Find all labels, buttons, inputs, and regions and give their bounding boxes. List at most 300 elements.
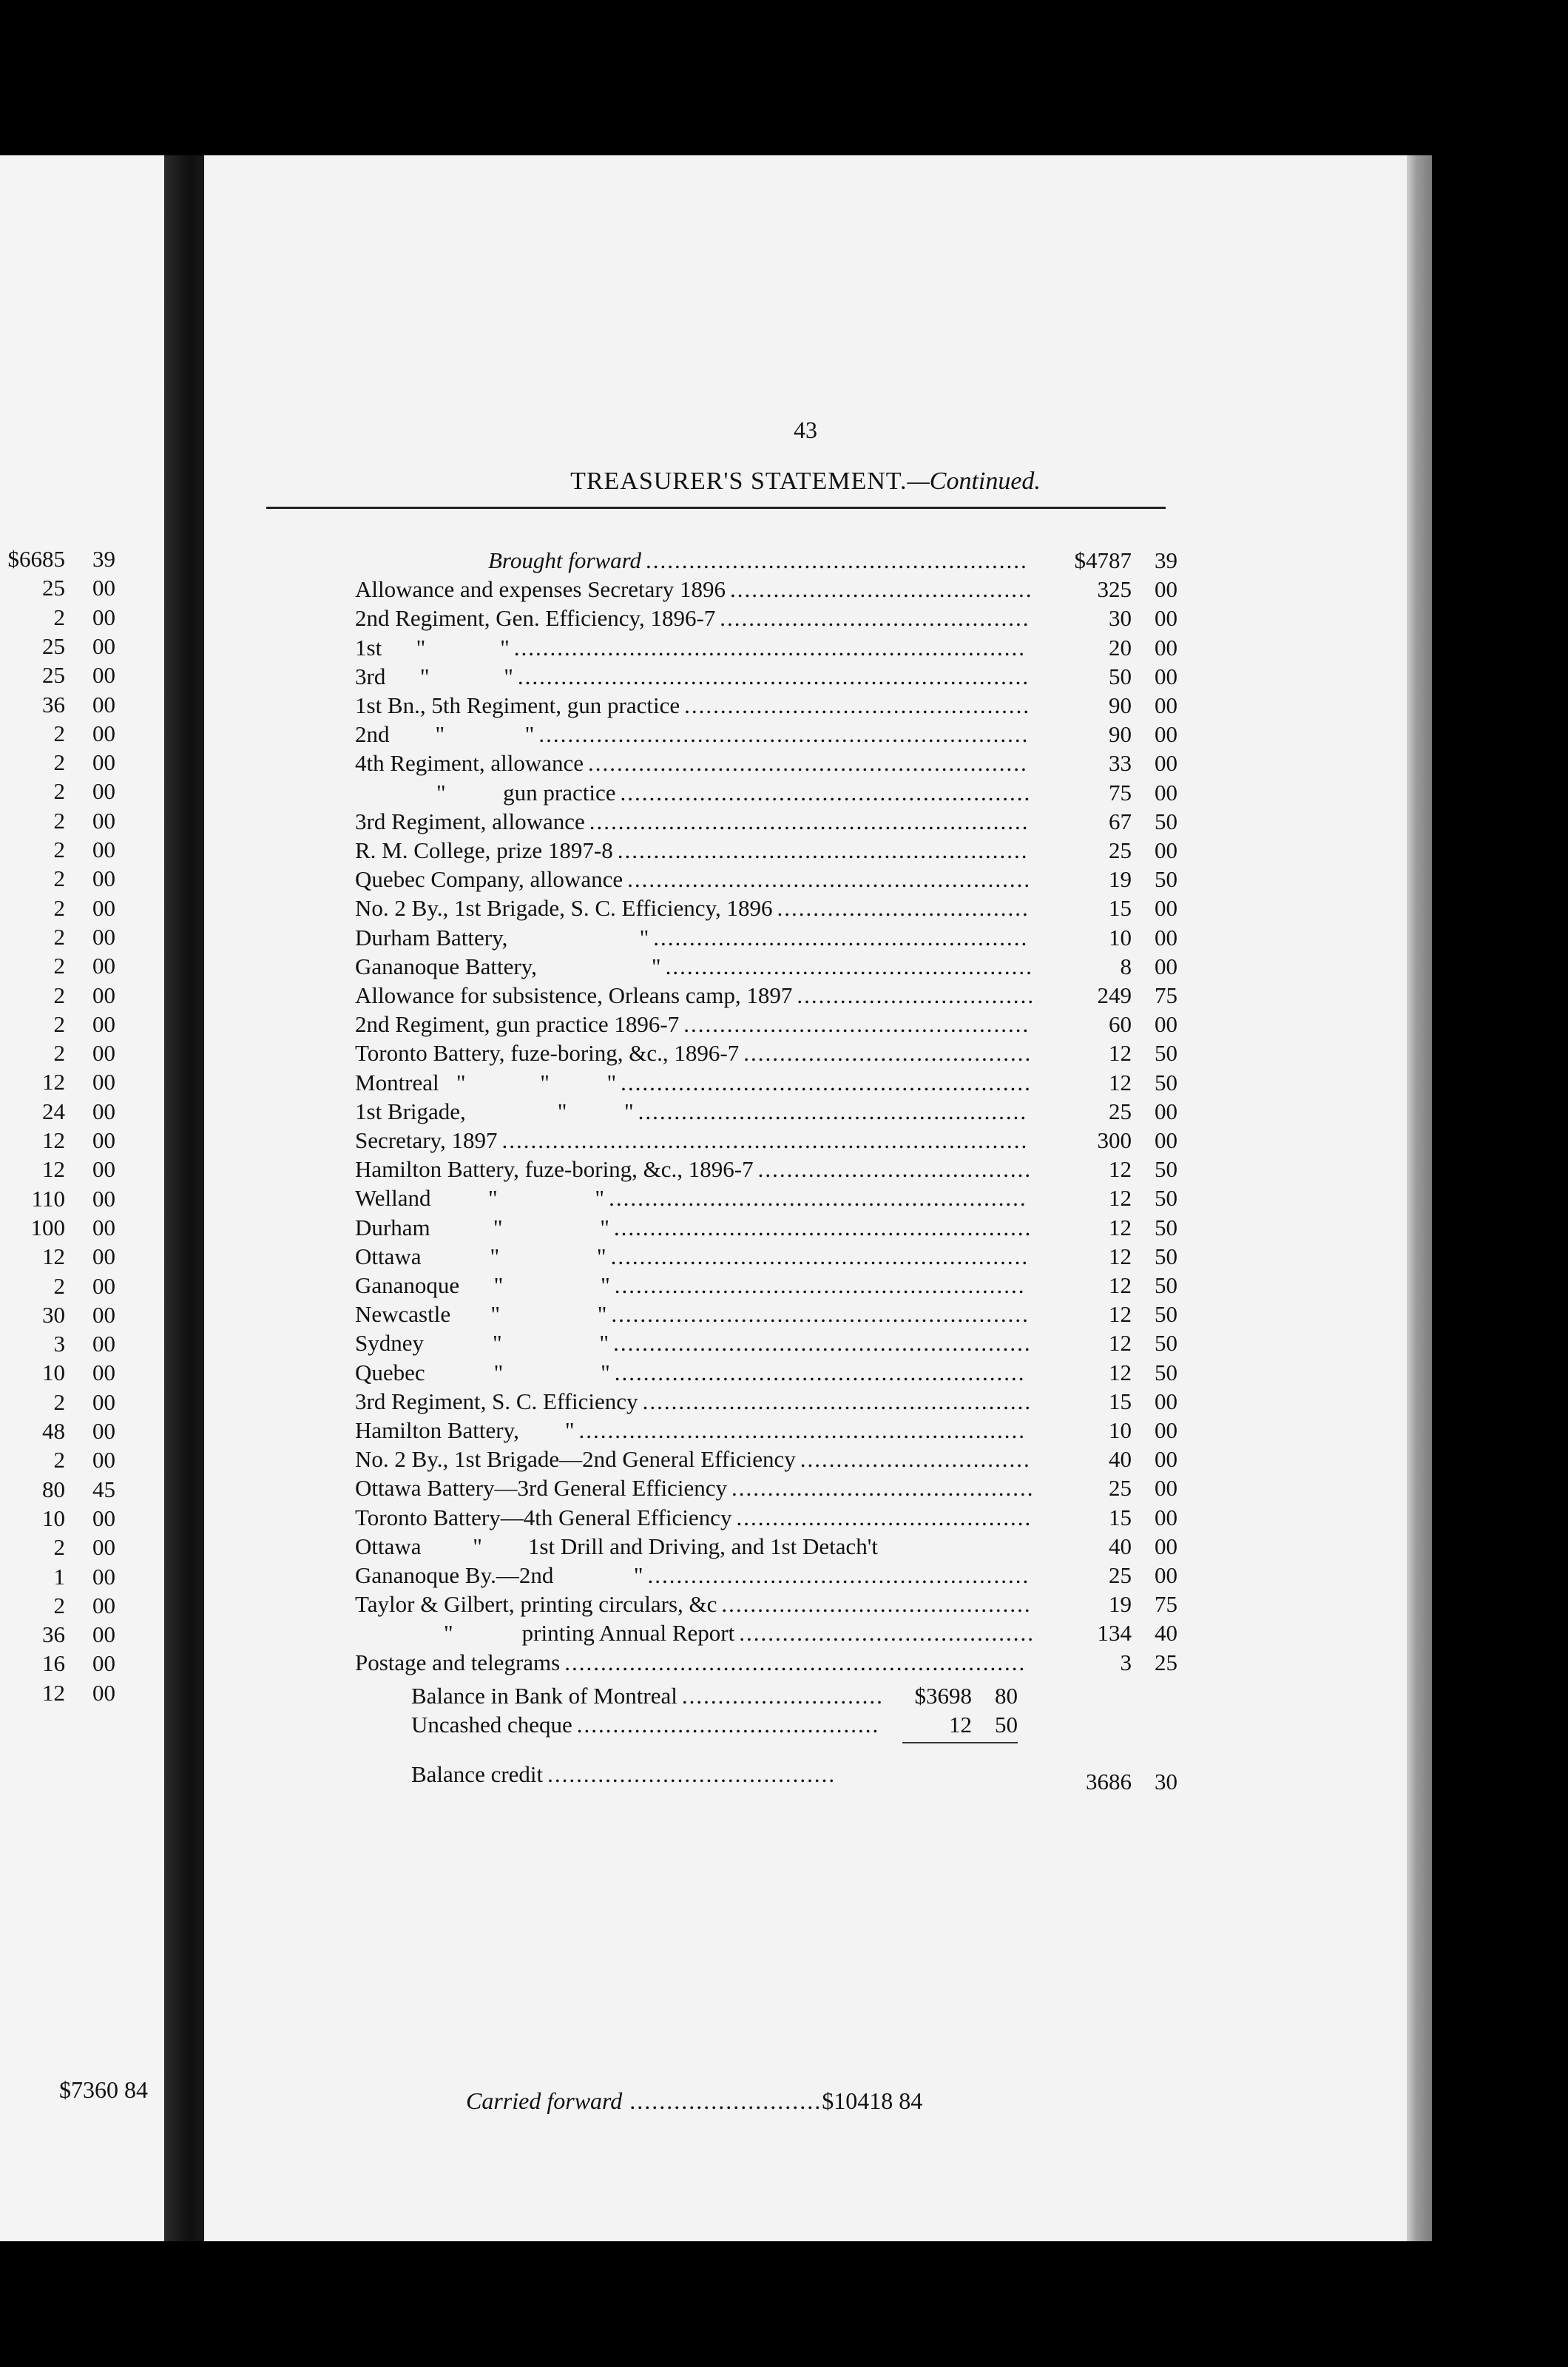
ledger-row bbox=[204, 1098, 1407, 1127]
amount-dollars: 2 bbox=[53, 807, 65, 834]
amount-cents: 00 bbox=[1155, 1504, 1177, 1530]
amount-dollars: 19 bbox=[1109, 866, 1132, 893]
leader-dots: ........................................ bbox=[547, 1761, 837, 1788]
entry-label: Brought forward bbox=[488, 547, 641, 573]
entry-amount bbox=[1047, 1650, 1177, 1676]
previous-page-row bbox=[42, 1302, 115, 1331]
entry-label: Ottawa Battery—3rd General Efficiency bbox=[355, 1475, 727, 1502]
entry-label: 4th Regiment, allowance bbox=[355, 750, 584, 777]
previous-page-row bbox=[54, 1389, 116, 1418]
previous-page-row bbox=[42, 1621, 115, 1650]
previous-page-row bbox=[54, 982, 116, 1011]
previous-page-row bbox=[54, 1447, 116, 1476]
entry-amount bbox=[1047, 1215, 1177, 1241]
amount-dollars: 12 bbox=[1109, 1156, 1132, 1183]
previous-page-row bbox=[42, 1418, 115, 1447]
amount-cents: 00 bbox=[92, 1563, 115, 1590]
entry-amount bbox=[1047, 1360, 1177, 1386]
amount-cents: 75 bbox=[1155, 1591, 1177, 1618]
leader-dots: ................................................ bbox=[684, 692, 1031, 718]
amount-dollars: 12 bbox=[949, 1712, 972, 1738]
previous-page-row bbox=[42, 1243, 115, 1272]
leader-dots: ........................................................ bbox=[627, 866, 1032, 893]
amount-cents: 00 bbox=[92, 1243, 115, 1270]
previous-page-row bbox=[54, 865, 116, 894]
entry-amount bbox=[1047, 721, 1177, 748]
amount-cents: 00 bbox=[92, 894, 115, 921]
amount-dollars: 12 bbox=[42, 1156, 65, 1183]
entry-label: Hamilton Battery, " bbox=[355, 1417, 575, 1443]
leader-dots: ......................................................... bbox=[620, 779, 1032, 806]
previous-page-row bbox=[54, 778, 116, 807]
title-text: TREASURER'S STATEMENT. bbox=[570, 467, 908, 495]
leader-dots: ......................................................... bbox=[617, 837, 1029, 863]
amount-cents: 00 bbox=[92, 837, 115, 862]
entry-label: Ottawa " 1st Drill and Driving, and 1st Detach't bbox=[355, 1533, 879, 1559]
ledger-row bbox=[204, 1070, 1407, 1098]
amount-dollars: 33 bbox=[1109, 750, 1132, 777]
previous-page-row bbox=[54, 1273, 116, 1302]
leader-dots: ......................................................... bbox=[614, 1272, 1026, 1298]
amount-cents: 00 bbox=[92, 1447, 115, 1473]
ledger-row bbox=[204, 1417, 1407, 1446]
amount-cents: 75 bbox=[1155, 982, 1177, 1008]
amount-cents: 00 bbox=[92, 953, 115, 979]
amount-cents: 50 bbox=[1155, 1272, 1177, 1298]
bank-amount bbox=[870, 1683, 1018, 1709]
entry-amount bbox=[1047, 895, 1177, 922]
amount-cents: 40 bbox=[1155, 1620, 1177, 1647]
amount-dollars: 12 bbox=[1109, 1040, 1132, 1067]
ledger-row bbox=[204, 576, 1407, 605]
entry-label: Allowance and expenses Secretary 1896 bbox=[355, 576, 726, 603]
entry-label: Sydney " " bbox=[355, 1330, 609, 1357]
entry-amount bbox=[1047, 635, 1177, 661]
amount-cents: 50 bbox=[1155, 1359, 1177, 1385]
leader-dots: .......................................... bbox=[576, 1712, 880, 1738]
entry-label: Gananoque By.—2nd " bbox=[355, 1562, 643, 1588]
entry-label: 3rd " " bbox=[355, 663, 513, 689]
previous-page-row bbox=[42, 1069, 115, 1098]
amount-cents: 39 bbox=[1155, 547, 1177, 573]
amount-dollars: 12 bbox=[1109, 1214, 1132, 1240]
amount-cents: 50 bbox=[995, 1712, 1018, 1738]
entry-amount bbox=[1047, 1070, 1177, 1096]
amount-dollars: 25 bbox=[1109, 1475, 1132, 1502]
amount-dollars: 75 bbox=[1109, 779, 1132, 806]
amount-cents: 00 bbox=[92, 1098, 115, 1124]
amount-dollars: 10 bbox=[42, 1360, 65, 1386]
amount-cents: 00 bbox=[1155, 605, 1177, 632]
leader-dots: .............................................................. bbox=[578, 1417, 1026, 1443]
amount-dollars: 15 bbox=[1109, 1388, 1132, 1414]
amount-dollars: 3 bbox=[1120, 1649, 1132, 1675]
entry-amount bbox=[1047, 1388, 1177, 1415]
leader-dots: ......................................................... bbox=[614, 1359, 1026, 1385]
amount-cents: 00 bbox=[1155, 1475, 1177, 1502]
entry-amount bbox=[1047, 1417, 1177, 1444]
leader-dots: ......................................................... bbox=[621, 1069, 1032, 1095]
previous-page-row bbox=[54, 749, 116, 778]
amount-dollars: 3686 bbox=[1086, 1769, 1132, 1795]
amount-cents: 00 bbox=[92, 807, 115, 834]
previous-page-row bbox=[42, 1680, 115, 1709]
amount-dollars: 12 bbox=[42, 1243, 65, 1270]
page-title bbox=[204, 467, 1407, 496]
entry-label: " printing Annual Report bbox=[444, 1620, 735, 1647]
previous-page-row bbox=[54, 1331, 116, 1360]
amount-cents: 50 bbox=[1155, 1214, 1177, 1240]
balance-credit-row bbox=[204, 1761, 1407, 1795]
amount-dollars: 16 bbox=[42, 1650, 65, 1677]
previous-page-row bbox=[54, 1011, 116, 1040]
entry-label: 2nd Regiment, gun practice 1896-7 bbox=[355, 1011, 680, 1038]
entry-label: Ottawa " " bbox=[355, 1243, 606, 1269]
amount-cents: 00 bbox=[1155, 1011, 1177, 1038]
amount-dollars: 2 bbox=[53, 982, 65, 1008]
amount-cents: 00 bbox=[92, 1156, 115, 1183]
ledger-row bbox=[204, 1185, 1407, 1214]
ledger-row bbox=[204, 750, 1407, 779]
amount-dollars: 2 bbox=[53, 1388, 65, 1415]
leader-dots: ........................................ bbox=[743, 1040, 1033, 1067]
previous-page-row bbox=[54, 1564, 116, 1593]
amount-dollars: 300 bbox=[1097, 1127, 1132, 1153]
leader-dots: .................................................... bbox=[653, 924, 1029, 950]
amount-dollars: 2 bbox=[53, 1447, 65, 1473]
amount-cents: 39 bbox=[92, 546, 115, 572]
amount-cents: 50 bbox=[1155, 866, 1177, 893]
ledger-row bbox=[204, 866, 1407, 895]
amount-cents: 00 bbox=[1155, 895, 1177, 922]
ledger-row bbox=[204, 925, 1407, 953]
leader-dots: .......................................................... bbox=[610, 1243, 1030, 1269]
page-number: 43 bbox=[794, 416, 817, 443]
amount-dollars: 40 bbox=[1109, 1446, 1132, 1473]
amount-cents: 00 bbox=[1155, 721, 1177, 748]
previous-page-row bbox=[32, 1186, 115, 1215]
current-page bbox=[204, 155, 1407, 2241]
amount-dollars: 25 bbox=[1109, 1562, 1132, 1588]
leader-dots: ....................................................................... bbox=[513, 634, 1026, 661]
leader-dots: .......................... bbox=[622, 2087, 822, 2114]
amount-cents: 50 bbox=[1155, 1040, 1177, 1067]
entry-amount bbox=[1047, 1620, 1177, 1647]
ledger-row bbox=[204, 837, 1407, 866]
entry-label: Hamilton Battery, fuze-boring, &c., 1896-7 bbox=[355, 1156, 754, 1183]
entry-amount bbox=[1047, 808, 1177, 835]
amount-cents: 00 bbox=[92, 1388, 115, 1415]
amount-dollars: 30 bbox=[42, 1301, 65, 1328]
leader-dots: ........................................... bbox=[721, 1591, 1032, 1618]
amount-cents: 50 bbox=[1155, 808, 1177, 834]
amount-dollars: 20 bbox=[1109, 634, 1132, 661]
entry-amount bbox=[1047, 1446, 1177, 1473]
entry-amount bbox=[1047, 1156, 1177, 1183]
amount-cents: 00 bbox=[92, 1592, 115, 1618]
ledger-row bbox=[204, 780, 1407, 808]
amount-cents: 00 bbox=[1155, 1388, 1177, 1414]
leader-dots: .......................................................... bbox=[613, 1214, 1033, 1240]
carried-forward-row bbox=[466, 2087, 922, 2115]
balance-credit-amount bbox=[1047, 1769, 1177, 1795]
amount-dollars: 15 bbox=[1109, 1504, 1132, 1530]
amount-dollars: 2 bbox=[53, 923, 65, 950]
previous-page-row bbox=[54, 1040, 116, 1069]
entry-amount bbox=[1047, 547, 1177, 574]
amount-cents: 00 bbox=[92, 720, 115, 746]
amount-cents: 00 bbox=[1155, 924, 1177, 950]
ledger-row bbox=[204, 982, 1407, 1011]
bank-amount bbox=[870, 1712, 1018, 1738]
amount-dollars: 110 bbox=[31, 1185, 65, 1212]
amount-cents: 00 bbox=[92, 1069, 115, 1095]
amount-cents: 00 bbox=[92, 1214, 115, 1240]
ledger-row bbox=[204, 635, 1407, 663]
amount-dollars: 19 bbox=[1109, 1591, 1132, 1618]
leader-dots: ..................................................... bbox=[647, 1562, 1030, 1588]
entry-label: Secretary, 1897 bbox=[355, 1127, 498, 1153]
entry-amount bbox=[1047, 1301, 1177, 1328]
entry-label: 1st " " bbox=[355, 634, 510, 661]
entry-amount bbox=[1047, 1011, 1177, 1038]
amount-cents: 00 bbox=[92, 575, 115, 601]
amount-dollars: 50 bbox=[1109, 663, 1132, 689]
entry-label: Durham " " bbox=[355, 1214, 609, 1240]
entry-amount bbox=[1047, 605, 1177, 632]
carried-forward-label: Carried forward bbox=[466, 2087, 623, 2114]
amount-dollars: 2 bbox=[53, 1010, 65, 1037]
entry-amount bbox=[1047, 1591, 1177, 1618]
ledger-row bbox=[204, 605, 1407, 634]
amount-dollars: 40 bbox=[1109, 1533, 1132, 1559]
entry-label: 3rd Regiment, allowance bbox=[355, 808, 585, 834]
entry-amount bbox=[1047, 780, 1177, 806]
amount-dollars: 2 bbox=[53, 865, 65, 892]
amount-dollars: 10 bbox=[1109, 1417, 1132, 1443]
leader-dots: .......................................... bbox=[729, 576, 1033, 603]
entry-label: 3rd Regiment, S. C. Efficiency bbox=[355, 1388, 638, 1414]
entry-amount bbox=[1047, 1098, 1177, 1125]
amount-cents: 00 bbox=[92, 865, 115, 892]
previous-page-row bbox=[42, 1156, 115, 1185]
amount-dollars: $6685 bbox=[7, 546, 65, 572]
ledger-row bbox=[204, 953, 1407, 982]
amount-cents: 00 bbox=[1155, 692, 1177, 718]
ledger-row bbox=[204, 1446, 1407, 1475]
leader-dots: ............................................................. bbox=[589, 808, 1030, 834]
leader-dots: .......................................................... bbox=[609, 1185, 1027, 1212]
amount-cents: 00 bbox=[1155, 1127, 1177, 1153]
leader-dots: .......................................... bbox=[731, 1475, 1035, 1502]
leader-dots: .......................................................... bbox=[613, 1330, 1032, 1357]
entry-label: Toronto Battery, fuze-boring, &c., 1896-7 bbox=[355, 1040, 740, 1067]
amount-cents: 50 bbox=[1155, 1069, 1177, 1095]
amount-dollars: 25 bbox=[42, 662, 65, 689]
previous-page-row bbox=[42, 1650, 115, 1679]
entry-label: Toronto Battery—4th General Efficiency bbox=[355, 1504, 732, 1530]
entry-label: No. 2 By., 1st Brigade, S. C. Efficiency, 1896 bbox=[355, 895, 773, 922]
previous-page-row bbox=[54, 924, 116, 953]
amount-cents: 45 bbox=[92, 1476, 115, 1502]
bank-label: Balance in Bank of Montreal bbox=[411, 1682, 677, 1709]
amount-dollars: 134 bbox=[1097, 1620, 1132, 1647]
amount-dollars: 60 bbox=[1109, 1011, 1132, 1038]
entry-amount bbox=[1047, 576, 1177, 603]
previous-page-row bbox=[54, 895, 116, 924]
amount-cents: 00 bbox=[92, 923, 115, 950]
entry-label: Postage and telegrams bbox=[355, 1649, 561, 1675]
entry-label: Welland " " bbox=[355, 1185, 605, 1212]
previous-page-row bbox=[42, 575, 115, 604]
amount-dollars: 25 bbox=[42, 632, 65, 659]
entry-amount bbox=[1047, 953, 1177, 980]
amount-dollars: 3 bbox=[53, 1331, 65, 1357]
amount-cents: 00 bbox=[92, 1650, 115, 1677]
entry-label: Quebec " " bbox=[355, 1359, 610, 1385]
previous-page-row bbox=[42, 1505, 115, 1534]
entry-amount bbox=[1047, 1127, 1177, 1154]
amount-dollars: 12 bbox=[42, 1127, 65, 1153]
entry-label: 2nd " " bbox=[355, 721, 535, 748]
amount-dollars: 2 bbox=[53, 1272, 65, 1299]
previous-page-row bbox=[54, 604, 116, 633]
bank-subtotal-rule bbox=[902, 1742, 1018, 1743]
amount-cents: 00 bbox=[1155, 953, 1177, 979]
amount-cents: 00 bbox=[92, 1185, 115, 1212]
ledger-row bbox=[204, 1272, 1407, 1301]
ledger-row bbox=[204, 1330, 1407, 1359]
page-edge bbox=[1407, 155, 1432, 2241]
amount-dollars: 12 bbox=[1109, 1069, 1132, 1095]
entry-label: " gun practice bbox=[436, 779, 616, 806]
ledger-row bbox=[204, 1475, 1407, 1504]
amount-cents: 80 bbox=[995, 1682, 1018, 1709]
leader-dots: .......................................................... bbox=[611, 1301, 1030, 1328]
ledger-row bbox=[204, 1562, 1407, 1591]
amount-cents: 00 bbox=[92, 1331, 115, 1357]
previous-page-row bbox=[42, 692, 115, 720]
amount-cents: 00 bbox=[1155, 779, 1177, 806]
amount-cents: 00 bbox=[1155, 1446, 1177, 1473]
amount-cents: 00 bbox=[92, 1534, 115, 1561]
amount-dollars: 25 bbox=[42, 575, 65, 601]
amount-dollars: 12 bbox=[1109, 1359, 1132, 1385]
amount-dollars: 10 bbox=[1109, 924, 1132, 950]
amount-dollars: 2 bbox=[53, 749, 65, 776]
previous-page-row bbox=[54, 1593, 116, 1621]
entry-label: Taylor & Gilbert, printing circulars, &c bbox=[355, 1591, 717, 1618]
amount-dollars: 90 bbox=[1109, 721, 1132, 748]
previous-page-row bbox=[54, 1534, 116, 1563]
entry-amount bbox=[1047, 1185, 1177, 1212]
entry-label: Montreal " " " bbox=[355, 1069, 617, 1095]
previous-page-row bbox=[42, 1098, 115, 1127]
amount-dollars: 36 bbox=[42, 1621, 65, 1648]
entry-label: Gananoque " " bbox=[355, 1272, 610, 1298]
amount-dollars: 25 bbox=[1109, 1098, 1132, 1124]
amount-dollars: 12 bbox=[1109, 1301, 1132, 1328]
amount-dollars: 48 bbox=[42, 1418, 65, 1444]
amount-dollars: 2 bbox=[53, 720, 65, 746]
amount-cents: 50 bbox=[1155, 1301, 1177, 1328]
bank-row bbox=[204, 1683, 1407, 1712]
previous-page-row bbox=[54, 808, 116, 837]
previous-page-row bbox=[31, 1215, 116, 1243]
amount-dollars: 2 bbox=[53, 1040, 65, 1067]
amount-dollars: 90 bbox=[1109, 692, 1132, 718]
amount-dollars: 10 bbox=[42, 1505, 65, 1531]
amount-dollars: 8 bbox=[1120, 953, 1132, 979]
amount-cents: 00 bbox=[92, 604, 115, 630]
entry-label: 1st Brigade, " " bbox=[355, 1098, 634, 1124]
amount-dollars: 100 bbox=[30, 1214, 65, 1240]
amount-dollars: 325 bbox=[1097, 576, 1132, 603]
amount-cents: 00 bbox=[92, 1505, 115, 1531]
balance-credit-label: Balance credit bbox=[411, 1761, 544, 1788]
previous-page-row bbox=[54, 953, 116, 982]
amount-dollars: 12 bbox=[42, 1679, 65, 1706]
amount-cents: 00 bbox=[92, 1360, 115, 1386]
previous-page-row bbox=[42, 662, 115, 691]
leader-dots: ................................................................ bbox=[564, 1649, 1027, 1675]
amount-cents: 00 bbox=[1155, 1533, 1177, 1559]
amount-cents: 00 bbox=[92, 1621, 115, 1648]
entry-amount bbox=[1047, 1243, 1177, 1270]
amount-cents: 00 bbox=[1155, 1417, 1177, 1443]
previous-page-row bbox=[42, 1127, 115, 1156]
amount-dollars: 80 bbox=[42, 1476, 65, 1502]
entry-label: 1st Bn., 5th Regiment, gun practice bbox=[355, 692, 680, 718]
ledger-row bbox=[204, 1243, 1407, 1272]
entry-amount bbox=[1047, 1040, 1177, 1067]
previous-page-row bbox=[54, 837, 116, 865]
title-rule bbox=[266, 507, 1166, 509]
amount-dollars: 30 bbox=[1109, 605, 1132, 632]
amount-cents: 00 bbox=[92, 1272, 115, 1299]
ledger-row bbox=[204, 808, 1407, 837]
amount-dollars: $3698 bbox=[914, 1682, 972, 1709]
amount-dollars: 2 bbox=[53, 1592, 65, 1618]
entry-label: Allowance for subsistence, Orleans camp, 1897 bbox=[355, 982, 793, 1008]
previous-page bbox=[0, 155, 164, 2241]
leader-dots: ..................................................... bbox=[645, 547, 1028, 573]
entry-amount bbox=[1047, 837, 1177, 864]
amount-dollars: $4787 bbox=[1074, 547, 1132, 573]
entry-amount bbox=[1047, 663, 1177, 690]
ledger-row bbox=[204, 692, 1407, 721]
previous-page-total: $7360 84 bbox=[59, 2076, 148, 2103]
leader-dots: ......................................... bbox=[739, 1620, 1035, 1647]
amount-cents: 00 bbox=[92, 632, 115, 659]
amount-cents: 00 bbox=[1155, 634, 1177, 661]
entry-label: Durham Battery, " bbox=[355, 924, 649, 950]
entry-amount bbox=[1047, 982, 1177, 1009]
amount-dollars: 1 bbox=[53, 1563, 65, 1590]
amount-dollars: 12 bbox=[1109, 1272, 1132, 1298]
ledger-row bbox=[204, 895, 1407, 924]
amount-dollars: 2 bbox=[53, 1534, 65, 1561]
amount-dollars: 2 bbox=[53, 894, 65, 921]
ledger-row bbox=[204, 1040, 1407, 1069]
entry-amount bbox=[1047, 1475, 1177, 1502]
entry-amount bbox=[1047, 866, 1177, 893]
amount-cents: 00 bbox=[92, 1679, 115, 1706]
amount-dollars: 249 bbox=[1097, 982, 1132, 1008]
leader-dots: ......................................................................... bbox=[501, 1127, 1029, 1153]
amount-dollars: 15 bbox=[1109, 895, 1132, 922]
entry-label: Gananoque Battery, " bbox=[355, 953, 661, 979]
